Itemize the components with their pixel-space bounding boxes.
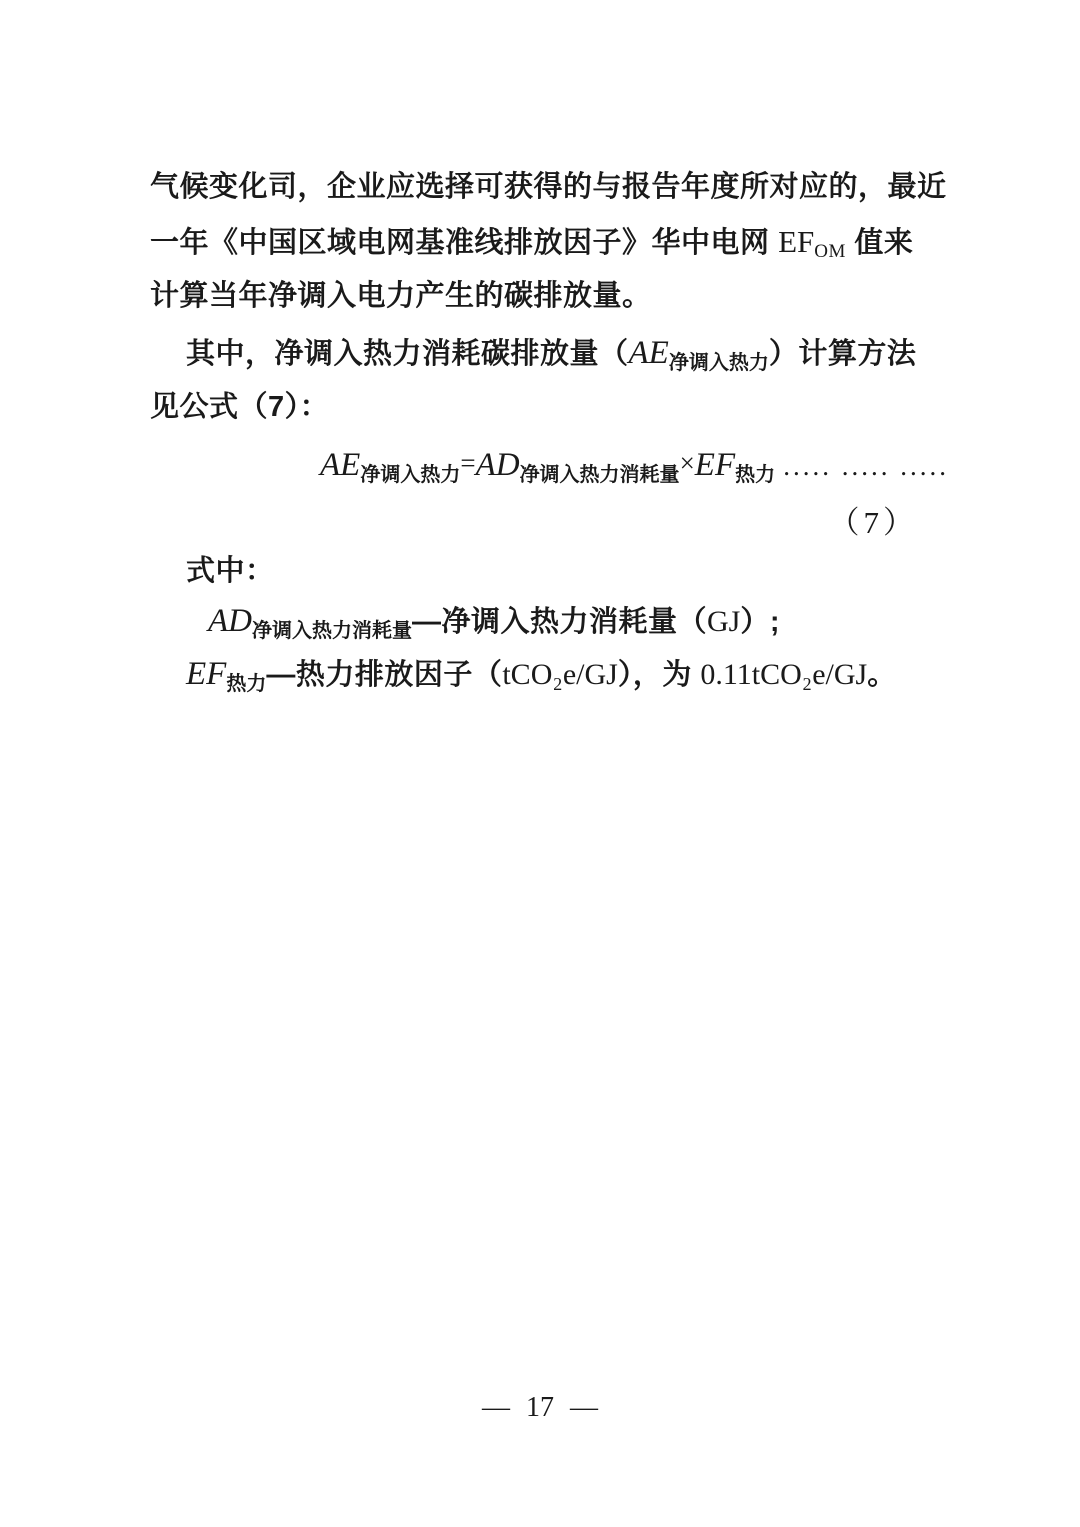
variable-ef-om: EF (778, 224, 815, 259)
body-text: ），为 (617, 659, 701, 691)
paragraph-2-line-1 (150, 333, 976, 383)
body-text: —热力排放因子（ (266, 659, 503, 691)
unit-tco2e-gj: tCO₂e/GJ (502, 658, 618, 691)
paragraph-1-line-1 (150, 167, 947, 207)
paragraph-1-line-3 (150, 276, 940, 316)
definitions-intro (150, 551, 976, 591)
definition-ad (150, 601, 998, 651)
variable-ef: EF (694, 447, 736, 483)
body-text: 。 (867, 659, 897, 691)
body-text: —净调入热力消耗量（ (412, 606, 708, 638)
formula-number (150, 497, 940, 542)
definition-ef (150, 654, 976, 704)
body-text: ）; (740, 606, 781, 638)
page-number: 17 (526, 1392, 554, 1423)
variable-ae-subscript: 净调入热力 (360, 464, 461, 486)
variable-ad: AD (475, 447, 520, 483)
footer-dash-right: — (570, 1392, 598, 1423)
body-text: 计算当年净调入电力产生的碳排放量。 (150, 280, 652, 312)
body-text: 值来 (845, 227, 914, 259)
footer-dash-left: — (482, 1392, 510, 1423)
body-text: 式中： (186, 555, 275, 587)
variable-ae-subscript: 净调入热力 (668, 352, 769, 374)
paragraph-2-line-2 (150, 387, 940, 427)
body-text: 气候变化司，企业应选择可获得的与报告年度所对应的，最近 (150, 171, 947, 203)
multiply-sign: × (679, 448, 695, 478)
variable-ad-subscript: 净调入热力消耗量 (519, 464, 680, 486)
equals-sign: = (460, 448, 476, 478)
body-text: 一年《中国区域电网基准线排放因子》华中电网 (150, 227, 779, 259)
body-text: 见公式（7）： (150, 391, 330, 423)
body-text: 其中，净调入热力消耗碳排放量（ (186, 338, 629, 370)
variable-ae: AE (628, 335, 669, 371)
dot-leader: ..... ..... ..... (783, 451, 949, 481)
variable-ef-subscript: 热力 (226, 673, 267, 695)
variable-ad-subscript: 净调入热力消耗量 (252, 620, 412, 642)
paragraph-1-line-2 (150, 222, 940, 272)
unit-gj: GJ (707, 605, 741, 638)
variable-ef: EF (186, 656, 227, 692)
variable-ef-om-subscript: OM (814, 241, 846, 262)
variable-ef-subscript: 热力 (735, 464, 776, 486)
ef-value: 0.11tCO₂e/GJ (700, 658, 868, 691)
body-text: ）计算方法 (768, 338, 917, 370)
formula-7 (150, 440, 949, 498)
variable-ad: AD (208, 603, 252, 639)
variable-ae: AE (320, 447, 361, 483)
formula-number-label: （7） (828, 505, 918, 540)
page-footer (0, 1392, 1080, 1424)
